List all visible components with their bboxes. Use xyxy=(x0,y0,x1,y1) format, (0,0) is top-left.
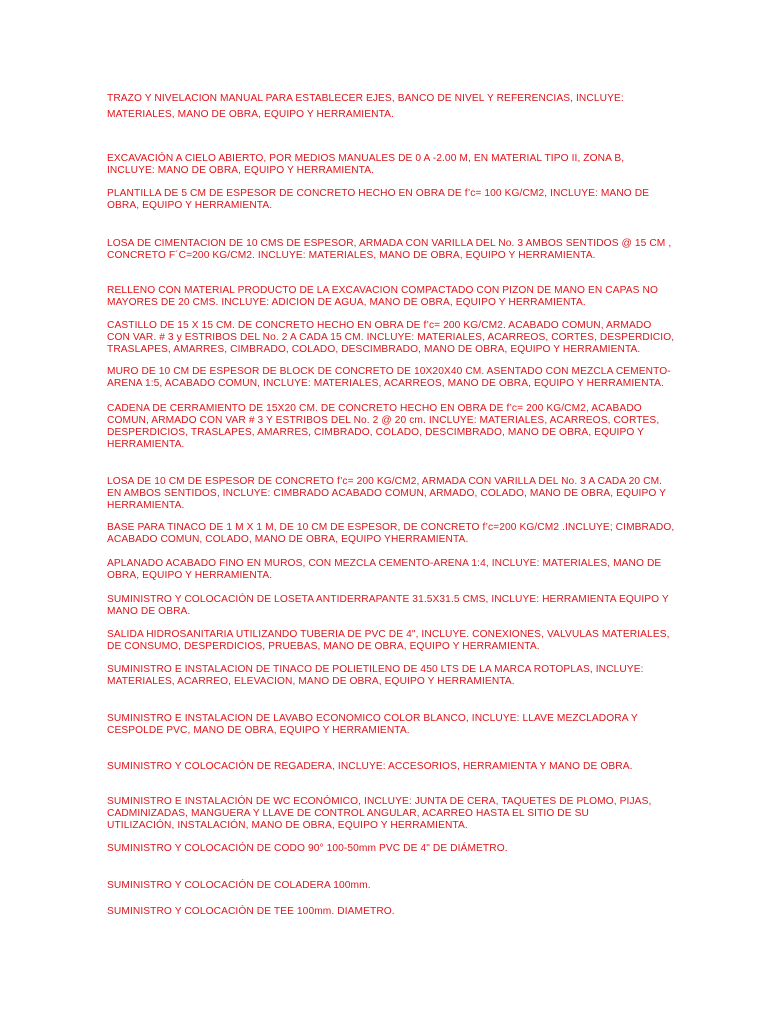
text-line: SUMINISTRO Y COLOCACIÓN DE CODO 90° 100-50mm PVC DE 4" DE DIÁMETRO. xyxy=(107,843,508,854)
text-line: SUMINISTRO Y COLOCACIÓN DE REGADERA, INCLUYE: ACCESORIOS, HERRAMIENTA Y MANO DE OBRA. xyxy=(107,761,633,772)
paragraph xyxy=(107,320,675,356)
paragraph xyxy=(107,843,663,855)
text-line: MATERIALES, MANO DE OBRA, EQUIPO Y HERRAMIENTA. xyxy=(107,109,394,120)
paragraph xyxy=(107,796,663,832)
text-line: TRAZO Y NIVELACION MANUAL PARA ESTABLECER EJES, BANCO DE NIVEL Y REFERENCIAS, INCLUYE: xyxy=(107,93,624,104)
text-line: APLANADO ACABADO FINO EN MUROS, CON MEZCLA CEMENTO-ARENA 1:4, INCLUYE: MATERIALES, MANO DE xyxy=(107,558,662,569)
text-line: SALIDA HIDROSANITARIA UTILIZANDO TUBERIA DE PVC DE 4", INCLUYE. CONEXIONES, VALVULAS MATERIALES, xyxy=(107,629,670,640)
text-line: ARENA 1:5, ACABADO COMUN, INCLUYE: MATERIALES, ACARREOS, MANO DE OBRA, EQUIPO Y HERRAMIENTA. xyxy=(107,378,664,390)
paragraph xyxy=(107,594,669,618)
text-line: CONCRETO F´C=200 KG/CM2. INCLUYE: MATERIALES, MANO DE OBRA, EQUIPO Y HERRAMIENTA. xyxy=(107,250,596,262)
paragraph xyxy=(107,664,663,688)
text-line: OBRA, EQUIPO Y HERRAMIENTA. xyxy=(107,200,273,212)
text-line: BASE PARA TINACO DE 1 M X 1 M, DE 10 CM DE ESPESOR, DE CONCRETO f’c=200 KG/CM2 .INCLUYE; CIMBRADO, xyxy=(107,522,675,533)
text-line: COMUN, ARMADO CON VAR # 3 Y ESTRIBOS DEL No. 2 @ 20 cm. INCLUYE: MATERIALES, ACARREOS, CORTES, xyxy=(107,415,660,427)
text-line: INCLUYE: MANO DE OBRA, EQUIPO Y HERRAMIENTA. xyxy=(107,165,375,177)
text-line: DESPERDICIOS, TRASLAPES, AMARRES, CIMBRADO, COLADO, DESCIMBRADO, MANO DE OBRA, EQUIPO Y xyxy=(107,427,645,439)
paragraph xyxy=(107,285,663,309)
text-line: MURO DE 10 CM DE ESPESOR DE BLOCK DE CONCRETO DE 10X20X40 CM. ASENTADO CON MEZCLA CEMENTO- xyxy=(107,366,671,377)
paragraph xyxy=(107,713,663,737)
paragraph xyxy=(107,366,671,390)
paragraph xyxy=(107,238,672,262)
paragraph xyxy=(107,476,667,512)
text-line: LOSA DE CIMENTACION DE 10 CMS DE ESPESOR, ARMADA CON VARILLA DEL No. 3 AMBOS SENTIDOS @ 15 CM , xyxy=(107,238,672,249)
text-line: CADENA DE CERRAMIENTO DE 15X20 CM. DE CONCRETO HECHO EN OBRA DE f’c= 200 KG/CM2, ACABADO xyxy=(107,403,642,414)
text-line: ACABADO COMUN, COLADO, MANO DE OBRA, EQUIPO YHERRAMIENTA. xyxy=(107,534,469,546)
text-line: CON VAR. # 3 y ESTRIBOS DEL No. 2 A CADA 15 CM. INCLUYE: MATERIALES, ACARREOS, CORTES, DESPERDICIO, xyxy=(107,332,675,344)
paragraph xyxy=(107,93,663,105)
text-line: LOSA DE 10 CM DE ESPESOR DE CONCRETO f’c= 200 KG/CM2, ARMADA CON VARILLA DEL No. 3 A CADA 20 CM. xyxy=(107,476,663,487)
paragraph xyxy=(107,188,663,212)
text-line: SUMINISTRO E INSTALACION DE LAVABO ECONOMICO COLOR BLANCO, INCLUYE: LLAVE MEZCLADORA Y xyxy=(107,713,638,724)
paragraph xyxy=(107,153,663,177)
paragraph xyxy=(107,403,663,451)
text-line: MANO DE OBRA. xyxy=(107,606,191,618)
text-line: SUMINISTRO E INSTALACIÓN DE WC ECONÓMICO, INCLUYE: JUNTA DE CERA, TAQUETES DE PLOMO, PIJAS, xyxy=(107,796,652,807)
text-line: OBRA, EQUIPO Y HERRAMIENTA. xyxy=(107,570,273,582)
text-line: PLANTILLA DE 5 CM DE ESPESOR DE CONCRETO HECHO EN OBRA DE f’c= 100 KG/CM2, INCLUYE: MANO DE xyxy=(107,188,650,199)
text-line: HERRAMIENTA. xyxy=(107,500,185,512)
text-line: DE CONSUMO, DESPERDICIOS, PRUEBAS, MANO DE OBRA, EQUIPO Y HERRAMIENTA. xyxy=(107,641,540,653)
paragraph xyxy=(107,629,670,653)
text-line: MATERIALES, ACARREO, ELEVACION, MANO DE OBRA, EQUIPO Y HERRAMIENTA. xyxy=(107,676,515,688)
paragraph xyxy=(107,761,663,773)
text-line: CESPOLDE PVC, MANO DE OBRA, EQUIPO Y HERRAMIENTA. xyxy=(107,725,410,737)
text-line: SUMINISTRO Y COLOCACIÓN DE TEE 100mm. DIAMETRO. xyxy=(107,906,395,917)
text-line: SUMINISTRO Y COLOCACIÓN DE COLADERA 100mm. xyxy=(107,880,371,891)
text-line: CADMINIZADAS, MANGUERA Y LLAVE DE CONTROL ANGULAR, ACARREO HASTA EL SITIO DE SU xyxy=(107,808,589,820)
text-line: SUMINISTRO Y COLOCACIÓN DE LOSETA ANTIDERRAPANTE 31.5X31.5 CMS, INCLUYE: HERRAMIENTA EQUIPO Y xyxy=(107,594,669,605)
text-line: RELLENO CON MATERIAL PRODUCTO DE LA EXCAVACION COMPACTADO CON PIZON DE MANO EN CAPAS NO xyxy=(107,285,658,296)
paragraph xyxy=(107,880,663,892)
text-line: UTILIZACIÓN, INSTALACIÓN, MANO DE OBRA, EQUIPO Y HERRAMIENTA. xyxy=(107,820,468,832)
paragraph xyxy=(107,522,675,546)
text-line: TRASLAPES, AMARRES, CIMBRADO, COLADO, DESCIMBRADO, MANO DE OBRA, EQUIPO Y HERRAMIENTA. xyxy=(107,344,641,356)
text-line: CASTILLO DE 15 X 15 CM. DE CONCRETO HECHO EN OBRA DE f’c= 200 KG/CM2. ACABADO COMUN, ARMADO xyxy=(107,320,652,331)
text-line: MAYORES DE 20 CMS. INCLUYE: ADICION DE AGUA, MANO DE OBRA, EQUIPO Y HERRAMIENTA. xyxy=(107,297,586,309)
paragraph xyxy=(107,558,663,582)
text-line: SUMINISTRO E INSTALACION DE TINACO DE POLIETILENO DE 450 LTS DE LA MARCA ROTOPLAS, INCLUYE: xyxy=(107,664,644,675)
paragraph xyxy=(107,109,663,121)
text-line: EXCAVACIÓN A CIELO ABIERTO, POR MEDIOS MANUALES DE 0 A -2.00 M, EN MATERIAL TIPO II, ZONA B, xyxy=(107,153,625,164)
text-line: EN AMBOS SENTIDOS, INCLUYE: CIMBRADO ACABADO COMUN, ARMADO, COLADO, MANO DE OBRA, EQUIPO Y xyxy=(107,488,667,500)
paragraph xyxy=(107,906,663,918)
text-line: HERRAMIENTA. xyxy=(107,439,185,451)
